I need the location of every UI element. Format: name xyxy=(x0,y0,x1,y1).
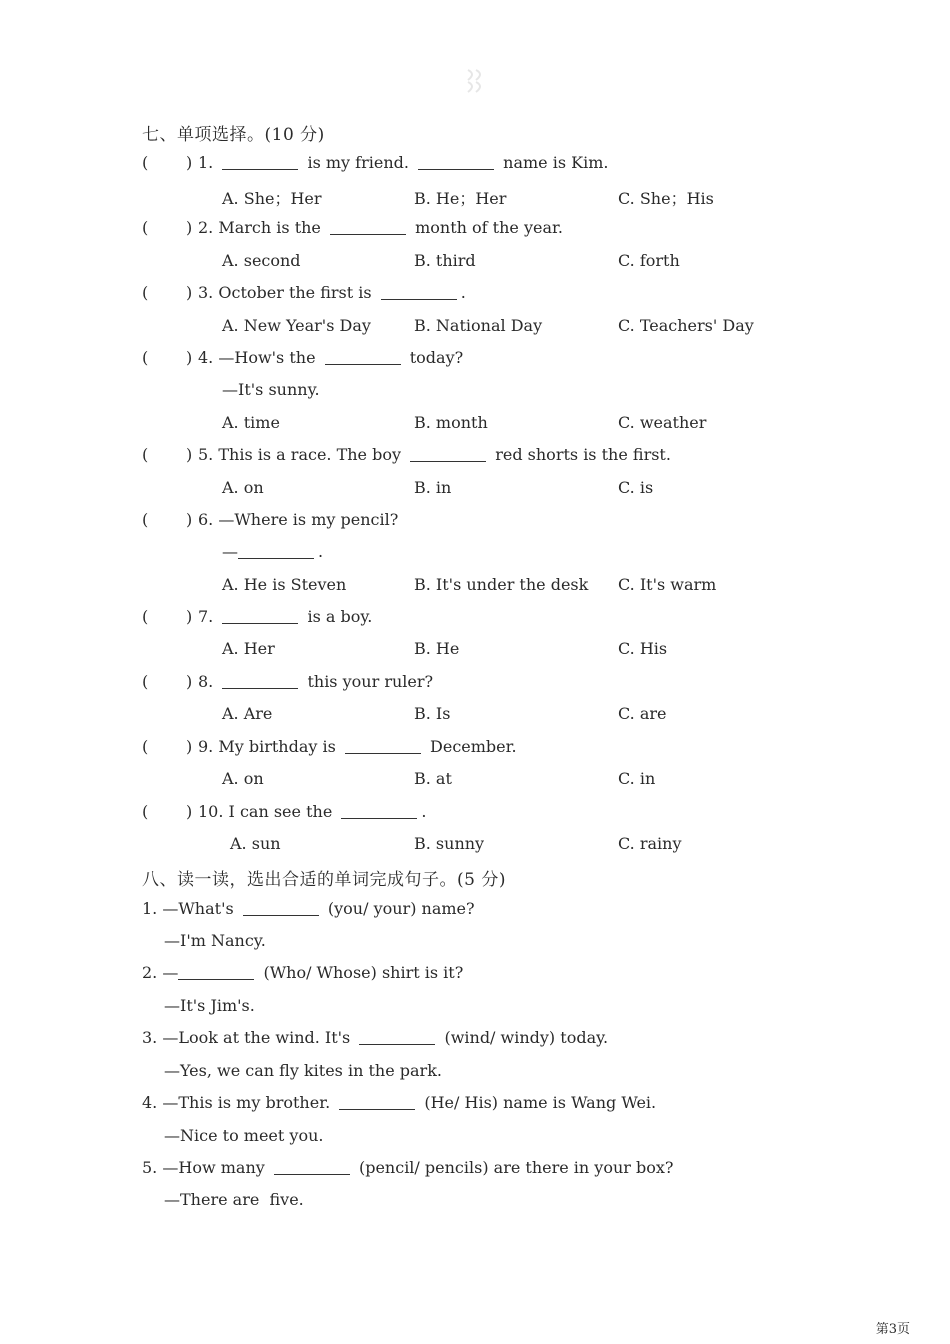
option-a: A. second xyxy=(222,251,301,270)
option-a: A. Are xyxy=(222,704,273,723)
option-c: C. is xyxy=(618,478,654,497)
answer-blank[interactable] xyxy=(418,168,494,170)
option-b: B. Is xyxy=(414,704,451,723)
answer-blank[interactable] xyxy=(222,622,298,624)
option-b: B. sunny xyxy=(414,834,485,853)
answer-blank[interactable] xyxy=(325,363,401,365)
section-7-title: 七、单项选择。(10 分) xyxy=(142,125,325,145)
answer-blank[interactable] xyxy=(222,168,298,170)
option-c: C. forth xyxy=(618,251,680,270)
answer-blank[interactable] xyxy=(238,557,314,559)
option-c: C. Teachers' Day xyxy=(618,316,754,335)
answer-blank[interactable] xyxy=(178,978,254,980)
option-b: B. He；Her xyxy=(414,189,507,208)
option-b: B. at xyxy=(414,769,452,788)
reply-text: —It's sunny. xyxy=(222,380,320,399)
option-c: C. rainy xyxy=(618,834,682,853)
option-a: A. He is Steven xyxy=(222,575,347,594)
answer-blank[interactable] xyxy=(243,914,319,916)
option-c: C. weather xyxy=(618,413,707,432)
option-c: C. in xyxy=(618,769,656,788)
option-c: C. She；His xyxy=(618,189,714,208)
watermark-icon xyxy=(464,66,488,98)
option-a: A. Her xyxy=(222,639,275,658)
reply-text: —Nice to meet you. xyxy=(164,1126,324,1145)
option-b: B. National Day xyxy=(414,316,543,335)
option-a: A. on xyxy=(222,478,264,497)
reply-text: —There are five. xyxy=(164,1190,304,1209)
section-8-title: 八、读一读，选出合适的单词完成句子。(5 分) xyxy=(142,870,506,890)
answer-blank[interactable] xyxy=(330,233,406,235)
option-b: B. month xyxy=(414,413,488,432)
answer-blank[interactable] xyxy=(381,298,457,300)
answer-blank[interactable] xyxy=(345,752,421,754)
option-b: B. third xyxy=(414,251,476,270)
option-b: B. He xyxy=(414,639,460,658)
option-c: C. His xyxy=(618,639,668,658)
option-b: B. It's under the desk xyxy=(414,575,589,594)
reply-text: —I'm Nancy. xyxy=(164,931,266,950)
reply-text: — . xyxy=(222,542,324,561)
answer-blank[interactable] xyxy=(274,1173,350,1175)
option-c: C. It's warm xyxy=(618,575,717,594)
answer-blank[interactable] xyxy=(410,460,486,462)
option-c: C. are xyxy=(618,704,667,723)
reply-text: —It's Jim's. xyxy=(164,996,255,1015)
reply-text: —Yes, we can fly kites in the park. xyxy=(164,1061,442,1080)
option-a: A. on xyxy=(222,769,264,788)
option-a: A. sun xyxy=(230,834,281,853)
option-a: A. New Year's Day xyxy=(222,316,371,335)
answer-blank[interactable] xyxy=(339,1108,415,1110)
option-b: B. in xyxy=(414,478,452,497)
option-a: A. She；Her xyxy=(222,189,322,208)
option-a: A. time xyxy=(222,413,280,432)
answer-blank[interactable] xyxy=(341,817,417,819)
page-number: 第3页 xyxy=(875,1322,910,1337)
answer-blank[interactable] xyxy=(222,687,298,689)
answer-blank[interactable] xyxy=(359,1043,435,1045)
